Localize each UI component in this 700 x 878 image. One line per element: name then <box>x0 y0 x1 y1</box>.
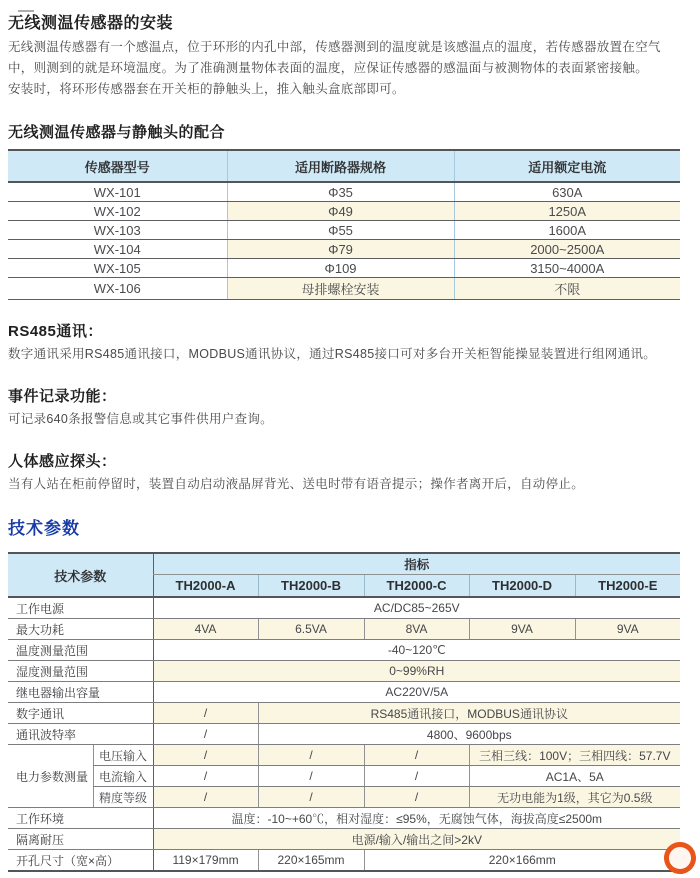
scan-edge-artifact <box>18 10 34 12</box>
param-cell: 隔离耐压 <box>8 829 153 850</box>
value-cell: AC/DC85~265V <box>153 597 680 619</box>
table-row <box>8 240 680 259</box>
document-page <box>0 10 687 868</box>
param-cell: 继电器输出容量 <box>8 682 153 703</box>
section-title-install: 无线测温传感器的安装 <box>8 15 174 32</box>
rs485-paragraph: 数字通讯采用RS485通讯接口，MODBUS通讯协议，通过RS485接口可对多台开关柜智能操显装置进行组网通讯。 <box>8 347 657 361</box>
table-row <box>8 682 680 703</box>
table-row <box>8 787 680 808</box>
value-cell: Φ49 <box>227 202 454 221</box>
value-cell: 3150~4000A <box>454 259 680 278</box>
table-row <box>8 850 680 872</box>
event-log-paragraph: 可记录640条报警信息或其它事件供用户查询。 <box>8 412 273 426</box>
section-title-event-log: 事件记录功能： <box>8 388 117 405</box>
value-cell: 8VA <box>364 619 469 640</box>
value-cell: 电源/输入/输出之间>2kV <box>153 829 680 850</box>
value-cell: / <box>153 766 258 787</box>
column-header-cell: 传感器型号 <box>8 150 227 182</box>
model-head-cell: TH2000-C <box>364 575 469 598</box>
param-cell: 工作电源 <box>8 597 153 619</box>
value-cell: WX-104 <box>8 240 227 259</box>
value-cell: RS485通讯接口，MODBUS通讯协议 <box>258 703 680 724</box>
value-cell: AC1A、5A <box>469 766 680 787</box>
section-title-rs485: RS485通讯： <box>8 323 103 340</box>
value-cell: / <box>364 787 469 808</box>
value-cell: / <box>364 766 469 787</box>
value-cell: / <box>153 787 258 808</box>
param-cell: 最大功耗 <box>8 619 153 640</box>
param-cell: 开孔尺寸（宽×高） <box>8 850 153 872</box>
param-cell: 湿度测量范围 <box>8 661 153 682</box>
install-paragraph-1: 无线测温传感器有一个感温点，位于环形的内孔中部，传感器测到的温度就是该感温点的温度，若传感器放置在空气中，则测到的就是环境温度。为了准确测量物体表面的温度，应保证传感器的感温面与被测物体的表面紧密接触。 <box>8 40 661 75</box>
model-head-cell: TH2000-D <box>469 575 575 598</box>
value-cell: 9VA <box>575 619 680 640</box>
value-cell: / <box>364 745 469 766</box>
value-cell: 4VA <box>153 619 258 640</box>
value-cell: / <box>153 703 258 724</box>
table-row <box>8 221 680 240</box>
value-cell: 1600A <box>454 221 680 240</box>
value-cell: 温度：-10~+60℃，相对湿度：≤95%，无腐蚀气体，海拔高度≤2500m <box>153 808 680 829</box>
table-row <box>8 640 680 661</box>
table-row <box>8 808 680 829</box>
param-cell: 数字通讯 <box>8 703 153 724</box>
param-cell: 通讯波特率 <box>8 724 153 745</box>
table-row <box>8 259 680 278</box>
value-cell: 4800、9600bps <box>258 724 680 745</box>
table-row <box>8 703 680 724</box>
group-head-cell: 指标 <box>153 553 680 575</box>
value-cell: 无功电能为1级，其它为0.5级 <box>469 787 680 808</box>
value-cell: 630A <box>454 182 680 202</box>
table-row <box>8 278 680 300</box>
param-cell: 工作环境 <box>8 808 153 829</box>
table-row <box>8 597 680 619</box>
table-row <box>8 766 680 787</box>
value-cell: WX-101 <box>8 182 227 202</box>
column-header-cell: 适用额定电流 <box>454 150 680 182</box>
value-cell: WX-106 <box>8 278 227 300</box>
column-header-cell: 适用断路器规格 <box>227 150 454 182</box>
value-cell: 0~99%RH <box>153 661 680 682</box>
value-cell: 9VA <box>469 619 575 640</box>
value-cell: 119×179mm <box>153 850 258 872</box>
param-cell: 温度测量范围 <box>8 640 153 661</box>
sub-cell: 电压输入 <box>93 745 153 766</box>
value-cell: Φ79 <box>227 240 454 259</box>
section-title-match: 无线测温传感器与静触头的配合 <box>8 124 226 141</box>
table-row <box>8 724 680 745</box>
value-cell: Φ35 <box>227 182 454 202</box>
table-row <box>8 661 680 682</box>
value-cell: 母排螺栓安装 <box>227 278 454 300</box>
tech-params-table <box>8 552 680 872</box>
section-title-human-sensor: 人体感应探头： <box>8 453 117 470</box>
document-content <box>0 10 687 872</box>
value-cell: AC220V/5A <box>153 682 680 703</box>
install-paragraph-2: 安装时，将环形传感器套在开关柜的静触头上，推入触头盒底部即可。 <box>8 82 405 96</box>
value-cell: / <box>153 745 258 766</box>
header-row <box>8 150 680 182</box>
sub-cell: 电流输入 <box>93 766 153 787</box>
model-head-cell: TH2000-A <box>153 575 258 598</box>
value-cell: 2000~2500A <box>454 240 680 259</box>
value-cell: Φ55 <box>227 221 454 240</box>
value-cell: WX-105 <box>8 259 227 278</box>
value-cell: -40~120℃ <box>153 640 680 661</box>
header-row <box>8 553 680 575</box>
table-row <box>8 829 680 850</box>
value-cell: Φ109 <box>227 259 454 278</box>
section-title-tech-params: 技术参数 <box>8 519 80 538</box>
table-row <box>8 745 680 766</box>
table-row <box>8 182 680 202</box>
value-cell: WX-102 <box>8 202 227 221</box>
param-cell: 电力参数测量 <box>8 745 93 808</box>
model-head-cell: TH2000-E <box>575 575 680 598</box>
value-cell: 不限 <box>454 278 680 300</box>
human-sensor-paragraph: 当有人站在柜前停留时，装置自动启动液晶屏背光、送电时带有语音提示；操作者离开后，自动停止。 <box>8 477 585 491</box>
table-row <box>8 619 680 640</box>
value-cell: WX-103 <box>8 221 227 240</box>
sensor-match-table <box>8 149 680 300</box>
value-cell: / <box>258 745 364 766</box>
value-cell: / <box>258 787 364 808</box>
value-cell: 三相三线：100V；三相四线：57.7V <box>469 745 680 766</box>
table-row <box>8 202 680 221</box>
value-cell: / <box>153 724 258 745</box>
value-cell: 1250A <box>454 202 680 221</box>
param-head-cell: 技术参数 <box>8 553 153 597</box>
value-cell: 6.5VA <box>258 619 364 640</box>
value-cell: / <box>258 766 364 787</box>
sub-cell: 精度等级 <box>93 787 153 808</box>
model-head-cell: TH2000-B <box>258 575 364 598</box>
value-cell: 220×166mm <box>364 850 680 872</box>
value-cell: 220×165mm <box>258 850 364 872</box>
